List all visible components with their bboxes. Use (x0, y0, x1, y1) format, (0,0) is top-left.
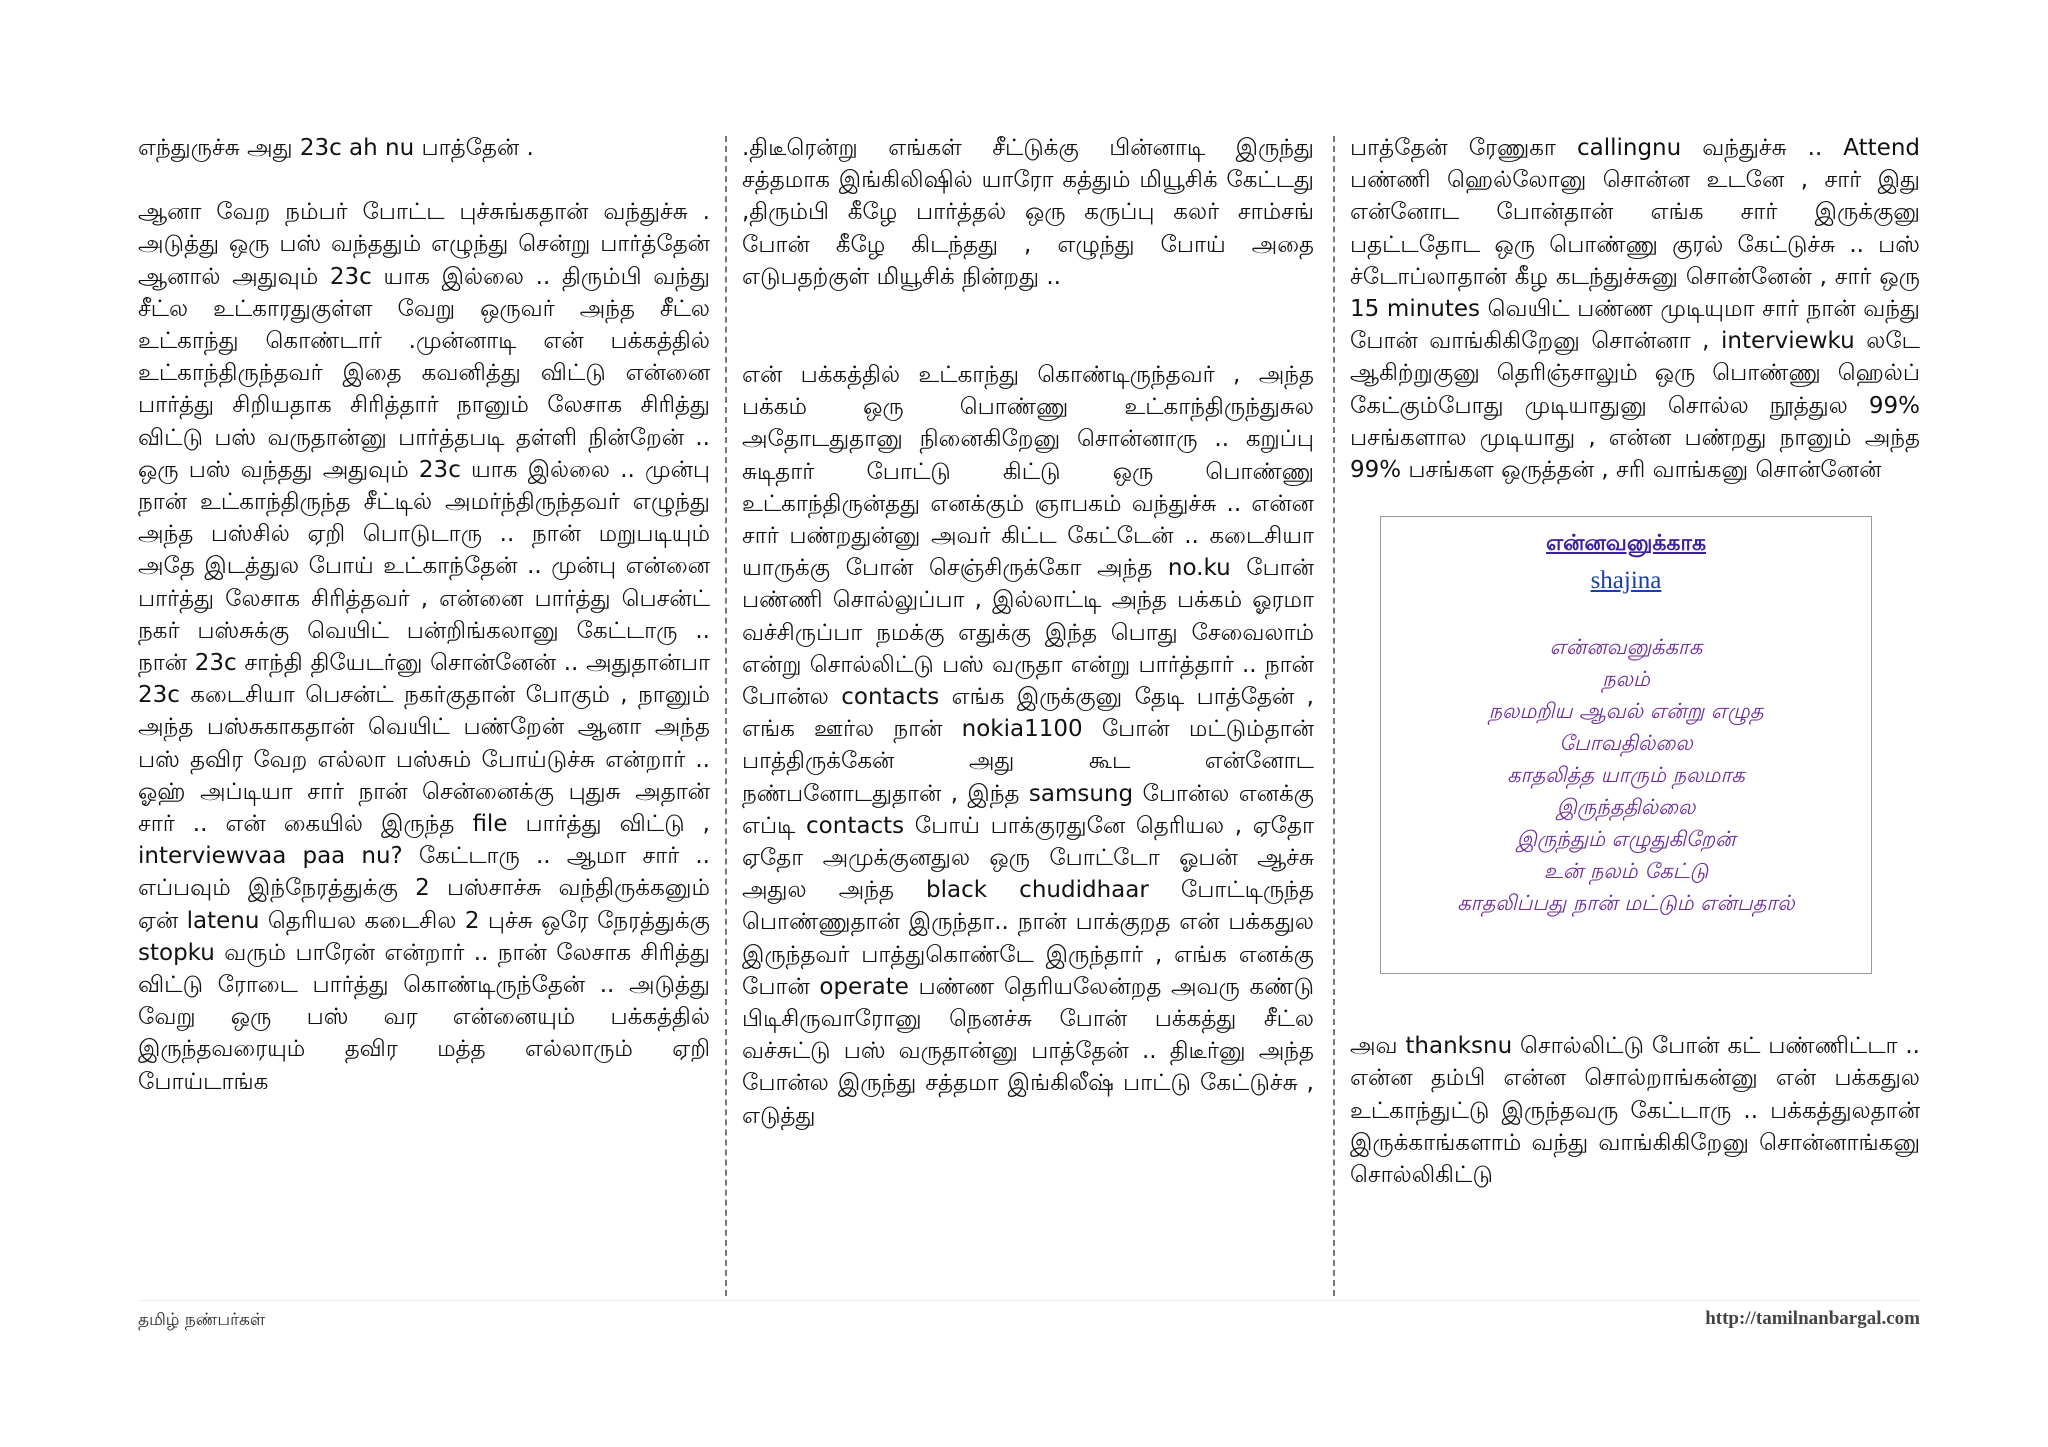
paragraph: ஆனா வேற நம்பர் போட்ட புச்சுங்கதான் வந்துச்சு . அடுத்து ஒரு பஸ் வந்ததும் எழுந்து சென்று பார்த்தேன் ஆனால் அதுவும் 23c யாக இல்லை .. திரும்பி வந்து சீட்ல உட்காரதுகுள்ள வேறு ஒருவர் அந்த சீட்ல உட்காந்து கொண்டார் .முன்னாடி என் பக்கத்தில் உட்காந்திருந்தவர் இதை கவனித்து விட்டு என்னை பார்த்து சிறியதாக சிரித்தார் நானும் லேசாக சிரித்து விட்டு பஸ் வருதான்னு பார்த்தபடி தள்ளி நின்றேன் .. ஒரு பஸ் வந்தது அதுவும் 23c யாக இல்லை .. முன்பு நான் உட்காந்திருந்த சீட்டில் அமர்ந்திருந்தவர் எழுந்து அந்த பஸ்சில் ஏறி பொடுடாரு .. நான் மறுபடியும் அதே இடத்துல போய் உட்காந்தேன் .. முன்பு என்னை பார்த்து லேசாக சிரித்தவர் , என்னை பார்த்து பெசன்ட் நகர் பஸ்சுக்கு வெயிட் பன்றிங்கலானு கேட்டாரு .. நான் 23c சாந்தி தியேடர்னு சொன்னேன் .. அதுதான்பா 23c கடைசியா பெசன்ட் நகர்குதான் போகும் , நானும் அந்த பஸ்சுகாகதான் வெயிட் பண்றேன் ஆனா அந்த பஸ் தவிர வேற எல்லா பஸ்சும் போய்டுச்சு என்றார் .. ஓஹ் அப்டியா சார் நான் சென்னைக்கு புதுசு அதான் சார் .. என் கையில் இருந்த file பார்த்து விட்டு , interviewvaa paa nu? கேட்டாரு .. ஆமா சார் .. எப்பவும் இந்நேரத்துக்கு 2 பஸ்சாச்சு வந்திருக்கனும் ஏன் latenu தெரியல கடைசில 2 புச்சு ஒரே நேரத்துக்கு stopku வரும் பாரேன் என்றார் .. நான் லேசாக சிரித்து விட்டு ரோடை பார்த்து கொண்டிருந்தேன் .. அடுத்து வேறு ஒரு பஸ் வர என்னையும் பக்கத்தில் இருந்தவரையும் தவிர மத்த எல்லாரும் ஏறி போய்டாங்க (138, 199, 710, 1095)
poem-title-link[interactable]: என்னவனுக்காக (1545, 530, 1707, 557)
column-divider-1 (725, 136, 727, 1296)
paragraph: .திடீரென்று எங்கள் சீட்டுக்கு பின்னாடி இருந்து சத்தமாக இங்கிலிஷில் யாரோ கத்தும் மியூசிக் கேட்டது ,திரும்பி கீழே பார்த்தல் ஒரு கருப்பு கலர் சாம்சங் போன் கீழே கிடந்தது , எழுந்து போய் அதை எடுபதற்குள் மியூசிக் நின்றது .. (742, 135, 1314, 290)
paragraph: என் பக்கத்தில் உட்காந்து கொண்டிருந்தவர் , அந்த பக்கம் ஒரு பொண்ணு உட்காந்திருந்துசுல அதோடதுதானு நினைகிறேனு சொன்னாரு .. கறுப்பு சுடிதார் போட்டு கிட்டு ஒரு பொண்ணு உட்காந்திருன்தது எனக்கும் ஞாபகம் வந்துச்சு .. என்ன சார் பண்றதுன்னு அவர் கிட்ட கேட்டேன் .. கடைசியா யாருக்கு போன் செஞ்சிருக்கோ அந்த no.ku போன் பண்ணி சொல்லுப்பா , இல்லாட்டி அந்த பக்கம் ஓரமா வச்சிருப்பா நமக்கு எதுக்கு இந்த பொது சேவைலாம் என்று சொல்லிட்டு பஸ் வருதா என்று பார்த்தார் .. நான் போன்ல contacts எங்க இருக்குனு தேடி பாத்தேன் , எங்க ஊர்ல நான் nokia1100 போன் மட்டும்தான் பாத்திருக்கேன் அது கூட என்னோட நண்பனோடதுதான் , இந்த samsung போன்ல எனக்கு எப்டி contacts போய் பாக்குரதுனே தெரியல , ஏதோ ஏதோ அமுக்குனதுல ஒரு போட்டோ ஓபன் ஆச்சு அதுல அந்த black chudidhaar போட்டிருந்த பொண்ணுதான் இருந்தா.. நான் பாக்குறத என் பக்கதுல இருந்தவர் பாத்துகொண்டே இருந்தார் , எங்க எனக்கு போன் operate பண்ண தெரியலேன்றத அவரு கண்டு பிடிசிருவாரோனு நெனச்சு போன் பக்கத்து சீட்ல வச்சுட்டு பஸ் வருதான்னு பாத்தேன் .. திடீர்னு அந்த போன்ல இருந்து சத்தமா இங்கிலீஷ் பாட்டு கேட்டுச்சு , எடுத்து (742, 362, 1314, 1129)
footer-rule (138, 1300, 1920, 1301)
poem-line: நலமறிய ஆவல் என்று எழுத (1488, 699, 1764, 724)
footer-url-link[interactable]: http://tamilnanbargal.com (1705, 1308, 1920, 1329)
poem-line: காதலித்த யாரும் நலமாக (1507, 763, 1745, 788)
poem-line: காதலிப்பது நான் மட்டும் என்பதால் (1457, 891, 1795, 916)
poem-line: உன் நலம் கேட்டு (1543, 859, 1709, 884)
poem-box (1380, 516, 1872, 974)
poem-author-link[interactable]: shajina (1590, 567, 1662, 595)
paragraph: அவ thanksnu சொல்லிட்டு போன் கட் பண்ணிட்டா .. என்ன தம்பி என்ன சொல்றாங்கன்னு என் பக்கதுல உட்காந்துட்டு இருந்தவரு கேட்டாரு .. பக்கத்துலதான் இருக்காங்களாம் வந்து வாங்கிகிறேனு சொன்னாங்கனு சொல்லிகிட்டு (1350, 1033, 1920, 1189)
text-column-2 (742, 132, 1314, 1302)
poem-line: இருந்ததில்லை (1556, 795, 1696, 820)
poem-line: என்னவனுக்காக (1549, 635, 1703, 660)
footer-site-name: தமிழ் நண்பர்கள் (138, 1310, 266, 1330)
paragraph: எந்துருச்சு அது 23c ah nu பாத்தேன் . (138, 135, 534, 161)
poem-line: இருந்தும் எழுதுகிறேன் (1516, 827, 1736, 852)
paragraph: பாத்தேன் ரேணுகா callingnu வந்துச்சு .. Attend பண்ணி ஹெல்லோனு சொன்ன உடனே , சார் இது என்னோட போன்தான் எங்க சார் இருக்குனு பதட்டதோட ஒரு பொண்ணு குரல் கேட்டுச்சு .. பஸ் ச்டோப்லாதான் கீழ கடந்துச்சுனு சொன்னேன் , சார் ஒரு 15 minutes வெயிட் பண்ண முடியுமா சார் நான் வந்து போன் வாங்கிகிறேனு சொன்னா , interviewku லடே ஆகிற்றுகுனு தெரிஞ்சாலும் ஒரு பொண்ணு ஹெல்ப் கேட்கும்போது முடியாதுனு சொல்ல நூத்துல 99% பசங்களால முடியாது , என்ன பண்றது நானும் அந்த 99% பசங்கள ஒருத்தன் , சரி வாங்கனு சொன்னேன் (1350, 135, 1920, 484)
text-column-1 (138, 132, 710, 1302)
column-divider-2 (1333, 136, 1335, 1296)
text-column-3 (1350, 132, 1920, 1302)
poem-line: நலம் (1602, 667, 1650, 692)
poem-line: போவதில்லை (1559, 731, 1693, 756)
